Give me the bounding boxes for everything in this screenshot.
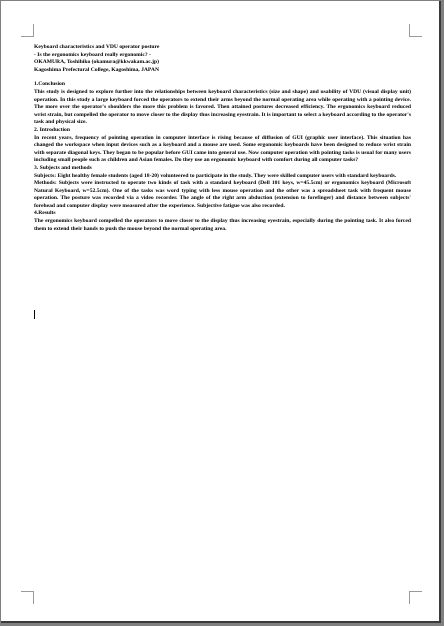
author-line: OKAMURA, Toshihiko (okamura@kkwakam.ac.jp)	[34, 59, 160, 66]
paper-title: Keyboard characteristics and VDU operator posture	[34, 44, 160, 50]
section-heading: 4.Results	[34, 210, 56, 217]
affiliation-line: Kagoshima Prefectural College, Kagoshima, JAPAN	[34, 66, 160, 73]
section-heading: 3. Subjects and methods	[34, 164, 92, 171]
section-body: The ergonomics keyboard compelled the operators to move closer to the display thus increasing eyestrain, especially during the pointing task. It also forced them to extend their hands to push the mouse beyond the normal operating area.	[34, 218, 411, 232]
crop-mark-top-left	[21, 24, 34, 37]
paper-subtitle: - Is the ergonomics keyboard really ergonomic? -	[34, 51, 151, 58]
section-heading: 2. Introduction	[34, 126, 70, 133]
section-heading: 1.Conclusion	[34, 81, 65, 88]
crop-mark-top-right	[409, 24, 422, 37]
spacer	[34, 74, 411, 81]
crop-mark-bottom-right	[409, 591, 422, 604]
section-body: Subjects: Eight healthy female students (aged 18-20) volunteered to participate in the study. They were skilled computer users with standard keyboards. Methods: Subjects were instructed to operate two kinds of task with a standard keyboard (Dell 101 keys, w=45.5cm) or ergonomics keyboard (Microsoft Natural Keyboard, w=52.5cm). One of the tasks was word typing with less mouse operation and the other was a spreadsheet task with frequent mouse operation. The posture was recorded via a video recorder. The angle of the right arm abduction (extension to forefinger) and distance between subjects' forehead and computer display were measured after the experience. Subjective fatigue was also recorded.	[34, 172, 411, 209]
crop-mark-bottom-left	[21, 591, 34, 604]
document-page	[1, 1, 441, 623]
text-cursor	[34, 310, 35, 319]
section-body: In recent years, frequency of pointing operation in computer interface is rising because of diffusion of GUI (graphic user interface). This situation has changed the workspace when input devices such as a keyboard and a mouse are used. Some ergonomic keyboards have been designed to reduce wrist strain with separate diagonal keys. They began to be popular before GUI came into general use. Now computer operation with pointing tasks is usual for many users including small people such as children and Asian females. Do they use an ergonomic keyboard with comfort during all computer tasks?	[34, 134, 411, 164]
section-body: This study is designed to explore further into the relationships between keyboard characteristics (size and shape) and usability of VDU (visual display unit) operation. In this study a large keyboard forced the operators to extend their arms beyond the normal operating area while operating with a pointing device. The more over the operator's shoulders the more this problem is favored. Then attained postures decreased efficiency. The ergonomics keyboard reduced wrist strain, but compelled the operator to move closer to the display thus increasing eyestrain. It is important to select a keyboard according to the operator's task and physical size.	[34, 88, 411, 126]
document-body[interactable]	[34, 44, 411, 233]
